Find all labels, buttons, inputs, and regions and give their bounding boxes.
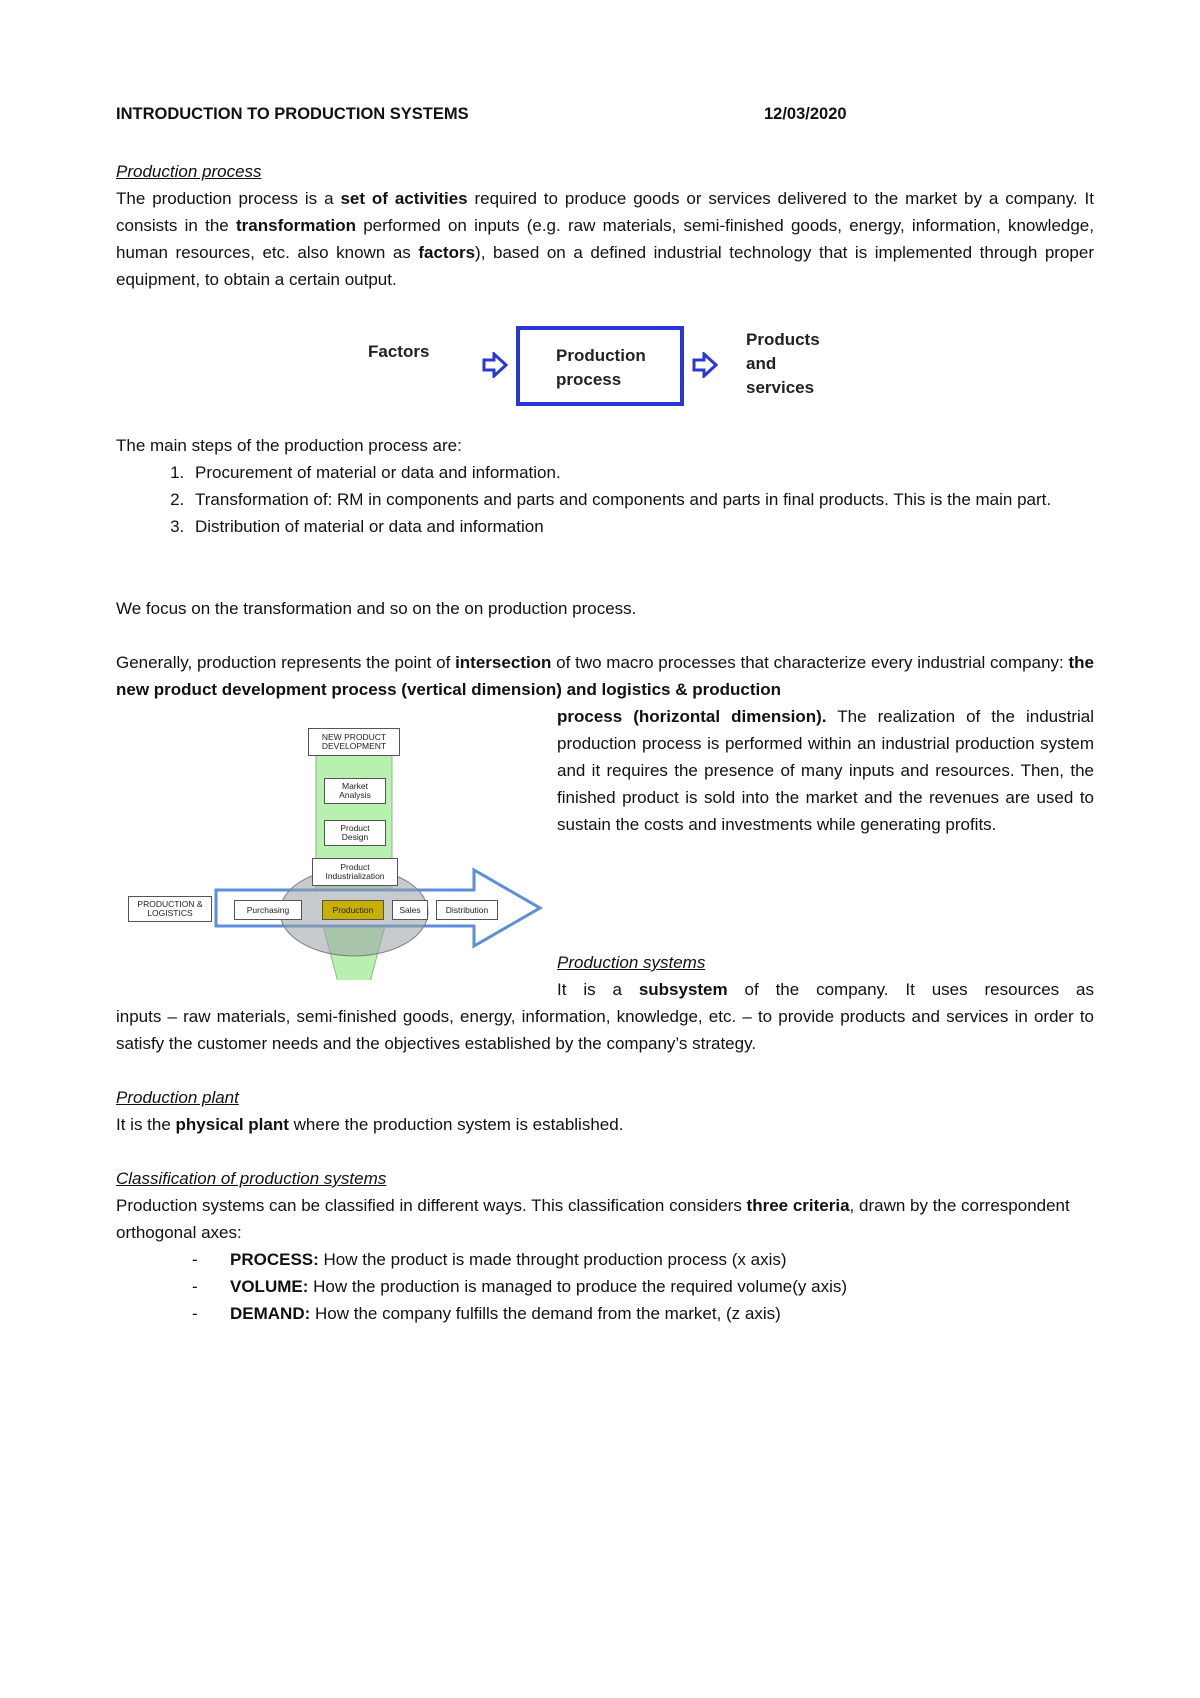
npd-title-box: NEW PRODUCT DEVELOPMENT bbox=[308, 728, 400, 756]
production-process-paragraph: The production process is a set of activities required to produce goods or services delivered to the market by a company. It consists in the transformation performed on inputs (e.g. raw materials, semi-finished goods, energy, information, knowledge, human resources, etc. also known as factors), based on a defined industrial technology that is implemented through proper equipment, to obtain a certain output. bbox=[116, 189, 1095, 289]
purchasing-box: Purchasing bbox=[234, 900, 302, 920]
products-label: Products bbox=[746, 330, 820, 349]
market-analysis-box: Market Analysis bbox=[324, 778, 386, 804]
factors-process-diagram bbox=[360, 318, 840, 418]
production-plant-section bbox=[116, 1084, 1094, 1138]
section-title-production-process: Production process bbox=[116, 162, 262, 181]
production-systems-heading-block bbox=[557, 949, 1094, 1003]
list-item: 3. Distribution of material or data and information bbox=[189, 513, 1094, 540]
product-industrialization-box: Product Industrialization bbox=[312, 858, 398, 886]
main-steps-section bbox=[116, 432, 1094, 540]
section-title-production-systems: Production systems bbox=[557, 953, 706, 972]
production-box: Production bbox=[322, 900, 384, 920]
classification-section bbox=[116, 1165, 1094, 1327]
classification-paragraph: Production systems can be classified in different ways. This classification considers three criteria, drawn by the correspondent orthogonal axes: bbox=[116, 1196, 1070, 1242]
list-item: - DEMAND: How the company fulfills the demand from the market, (z axis) bbox=[116, 1300, 1094, 1327]
document-date: 12/03/2020 bbox=[764, 105, 847, 123]
production-logistics-box: PRODUCTION & LOGISTICS bbox=[128, 896, 212, 922]
document-header bbox=[116, 102, 876, 126]
diagram-graphic bbox=[126, 720, 544, 980]
production-plant-paragraph: It is the physical plant where the production system is established. bbox=[116, 1115, 624, 1134]
right-arrow-icon bbox=[692, 352, 718, 378]
main-steps-list bbox=[116, 459, 1094, 540]
list-item: 2. Transformation of: RM in components and parts and components and parts in final products. This is the main part. bbox=[189, 486, 1094, 513]
production-label: Production bbox=[556, 346, 646, 365]
generally-section bbox=[116, 649, 1094, 703]
product-design-box: Product Design bbox=[324, 820, 386, 846]
and-label: and bbox=[746, 354, 777, 373]
services-label: services bbox=[746, 378, 815, 397]
document-title: INTRODUCTION TO PRODUCTION SYSTEMS bbox=[116, 105, 469, 123]
realization-section bbox=[557, 703, 1094, 838]
production-process-section bbox=[116, 158, 1094, 293]
section-title-production-plant: Production plant bbox=[116, 1088, 239, 1107]
criteria-list bbox=[116, 1246, 1094, 1327]
section-title-classification: Classification of production systems bbox=[116, 1169, 387, 1188]
production-process-box bbox=[516, 326, 684, 406]
generally-paragraph: Generally, production represents the point of intersection of two macro processes that characterize every industrial company: the new product development process (vertical dimension) and logistics & production bbox=[116, 653, 1094, 699]
list-item: - PROCESS: How the product is made throught production process (x axis) bbox=[116, 1246, 1094, 1273]
list-item: - VOLUME: How the production is managed to produce the required volume(y axis) bbox=[116, 1273, 1094, 1300]
process-label: process bbox=[556, 370, 622, 389]
realization-paragraph: process (horizontal dimension). The realization of the industrial production process is performed within an industrial production system and it requires the presence of many inputs and resources. Then, the finished product is sold into the market and the revenues are used to sustain the costs and investments while generating profits. bbox=[557, 707, 1094, 834]
focus-paragraph: We focus on the transformation and so on the on production process. bbox=[116, 599, 637, 618]
production-systems-paragraph: inputs – raw materials, semi-finished goods, energy, information, knowledge, etc. – to provide products and services in order to satisfy the customer needs and the objectives established by the company’s strategy. bbox=[116, 1007, 1094, 1053]
list-item: 1. Procurement of material or data and information. bbox=[189, 459, 1094, 486]
factors-label: Factors bbox=[368, 342, 430, 361]
npd-logistics-diagram bbox=[126, 720, 544, 980]
focus-section bbox=[116, 595, 1094, 622]
sales-box: Sales bbox=[392, 900, 428, 920]
right-arrow-icon bbox=[482, 352, 508, 378]
production-systems-first-line: It is a subsystem of the company. It uses resources as bbox=[557, 980, 1094, 999]
distribution-box: Distribution bbox=[436, 900, 498, 920]
production-systems-section bbox=[116, 1003, 1094, 1057]
main-steps-intro: The main steps of the production process are: bbox=[116, 436, 462, 455]
